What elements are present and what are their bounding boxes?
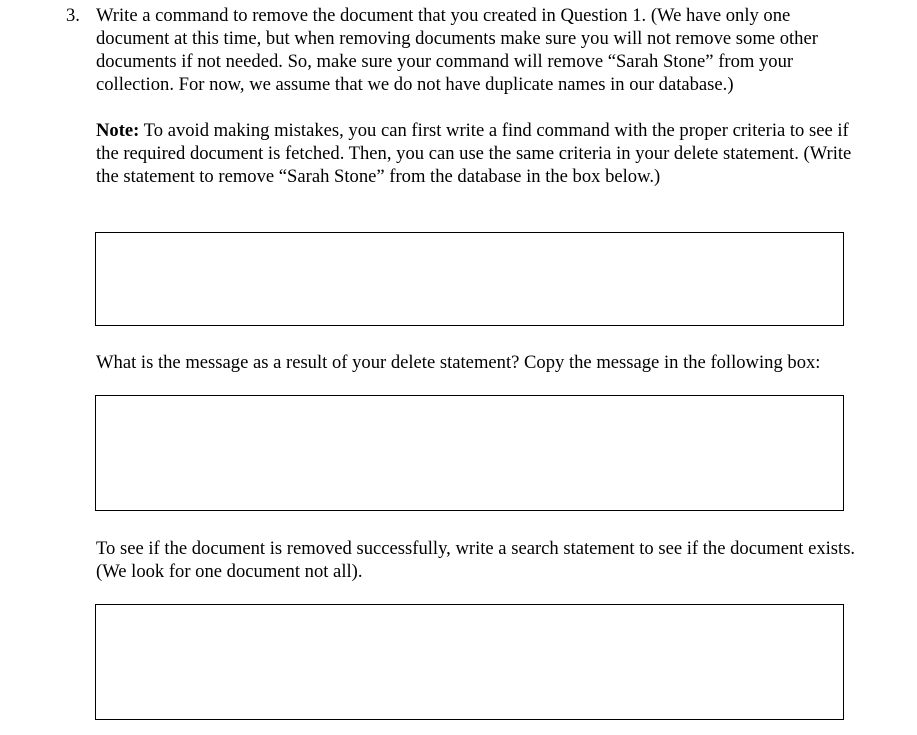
note-label: Note:	[96, 120, 140, 141]
delete-message-answer-box[interactable]	[95, 395, 844, 511]
question-text: Write a command to remove the document that you created in Question 1. (We have only one document at this time, but when removing documents make sure you will not remove some other documents if not needed. So, make sure your command will remove “Sarah Stone” from your collection. For now, we assume that we do not have duplicate names in our database.)	[96, 5, 818, 95]
delete-statement-answer-box[interactable]	[95, 232, 844, 326]
note-text: To avoid making mistakes, you can first write a find command with the proper criteria to see if the required document is fetched. Then, you can use the same criteria in your delete statement. (Write the statement to remove “Sarah Stone” from the database in the box below.)	[96, 120, 852, 187]
delete-message-prompt: What is the message as a result of your delete statement? Copy the message in the following box:	[96, 352, 821, 373]
question-number: 3.	[66, 5, 80, 26]
search-statement-answer-box[interactable]	[95, 604, 844, 720]
question-note	[96, 119, 856, 188]
search-statement-prompt: To see if the document is removed successfully, write a search statement to see if the document exists. (We look for one document not all).	[96, 538, 856, 582]
